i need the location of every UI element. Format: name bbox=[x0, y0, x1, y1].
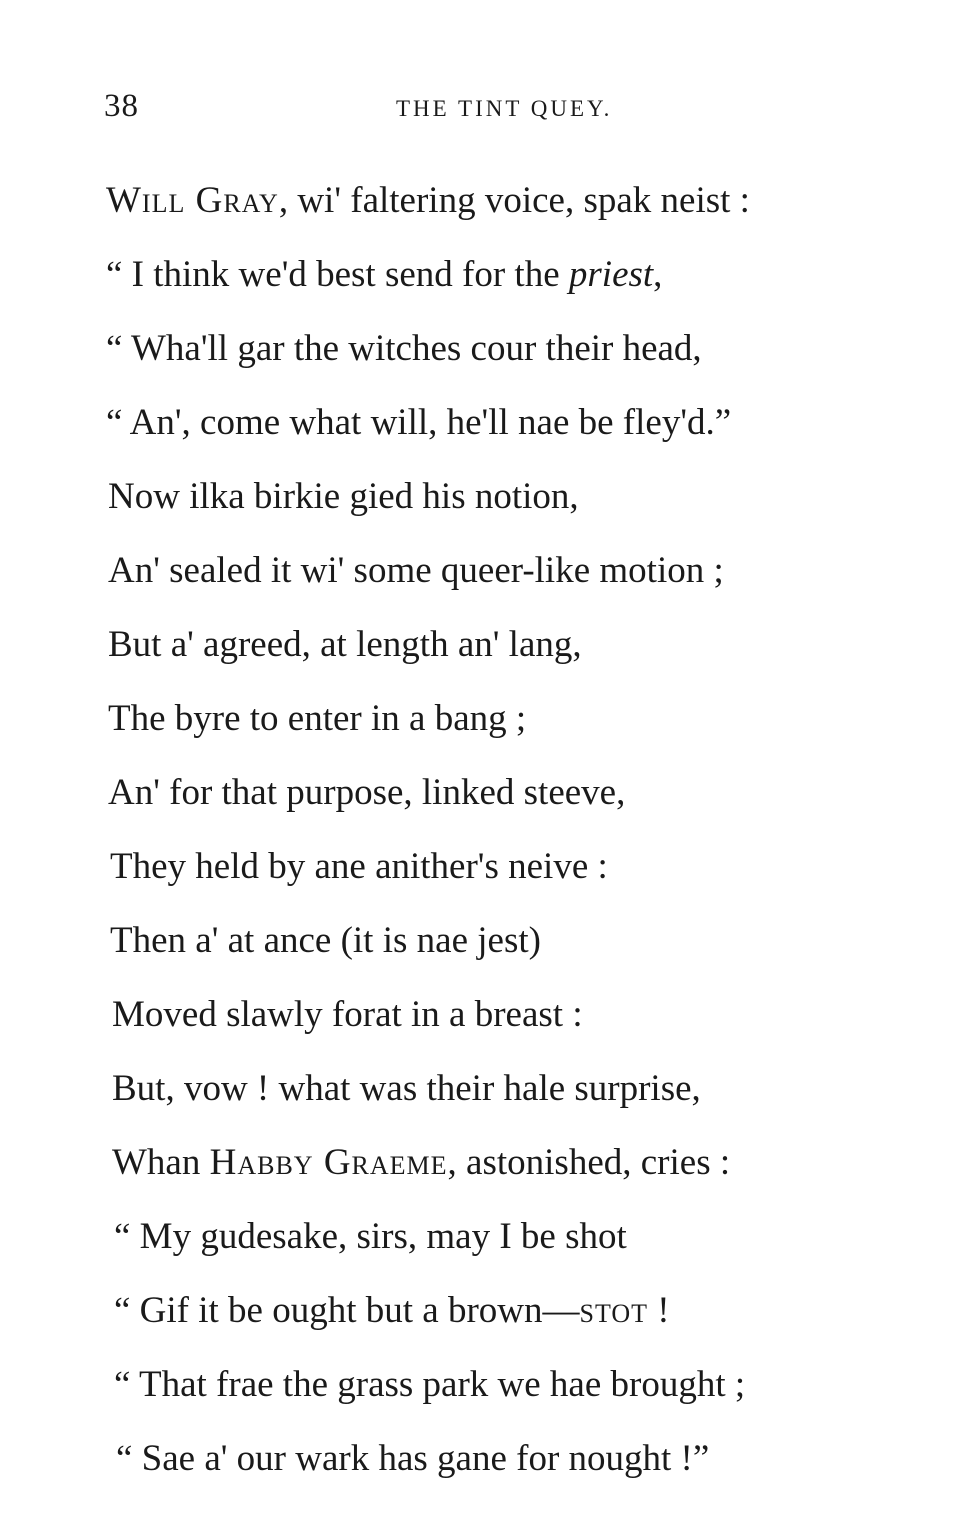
page-number: 38 bbox=[104, 88, 139, 124]
poem-line: “ My gudesake, sirs, may I be shot bbox=[114, 1216, 627, 1257]
poem-line: The byre to enter in a bang ; bbox=[108, 698, 527, 739]
poem-line bbox=[112, 1144, 730, 1181]
line-text: , wi' faltering voice, spak neist : bbox=[278, 180, 750, 221]
poem-line: An' for that purpose, linked steeve, bbox=[108, 772, 626, 813]
poem-line bbox=[106, 256, 662, 293]
line-text: “ I think we'd best send for the bbox=[106, 254, 569, 295]
poem-line: “ An', come what will, he'll nae be fley'd.” bbox=[106, 402, 732, 443]
poem-line: But a' agreed, at length an' lang, bbox=[108, 624, 582, 665]
character-name: Habby Graeme bbox=[209, 1142, 448, 1183]
poem-line: Then a' at ance (it is nae jest) bbox=[110, 920, 541, 961]
small-caps-word: stot bbox=[579, 1290, 649, 1331]
poem-line bbox=[114, 1292, 670, 1329]
line-text: “ Gif it be ought but a brown— bbox=[114, 1290, 580, 1331]
poem-line bbox=[106, 182, 750, 219]
poem-line: An' sealed it wi' some queer-like motion ; bbox=[108, 550, 724, 591]
poem-line: “ Sae a' our wark has gane for nought !” bbox=[116, 1438, 710, 1479]
character-name: Will Gray bbox=[106, 180, 279, 221]
poem-line: They held by ane anither's neive : bbox=[110, 846, 608, 887]
running-head bbox=[0, 88, 960, 128]
poem-line: But, vow ! what was their hale surprise, bbox=[112, 1068, 701, 1109]
poem-line: Moved slawly forat in a breast : bbox=[112, 994, 583, 1035]
running-title: THE TINT QUEY. bbox=[396, 96, 613, 121]
poem-line: Now ilka birkie gied his notion, bbox=[108, 476, 579, 517]
line-text: ! bbox=[648, 1290, 670, 1331]
line-text: , astonished, cries : bbox=[447, 1142, 731, 1183]
line-text: , bbox=[653, 254, 663, 295]
poem-line: “ That frae the grass park we hae brought ; bbox=[114, 1364, 746, 1405]
italic-word: priest bbox=[568, 254, 654, 295]
line-text: Whan bbox=[112, 1142, 210, 1183]
poem-line: “ Wha'll gar the witches cour their head, bbox=[106, 328, 702, 369]
